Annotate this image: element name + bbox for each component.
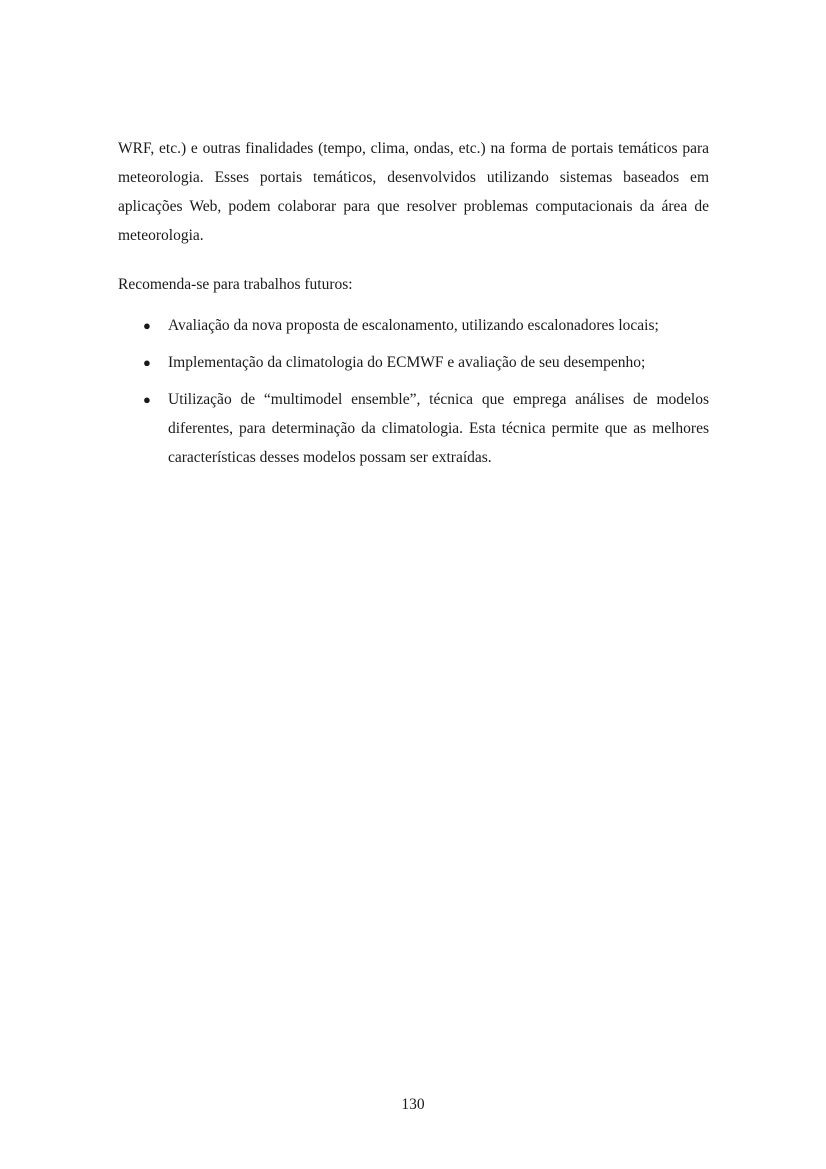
bullet-icon: ● (143, 355, 151, 370)
recommendation-text: Implementação da climatologia do ECMWF e avaliação de seu desempenho; (168, 354, 646, 371)
bullet-icon: ● (143, 392, 151, 407)
body-paragraph: WRF, etc.) e outras finalidades (tempo, clima, ondas, etc.) na forma de portais temáticos para meteorologia. Esses portais temáticos, desenvolvidos utilizando sistemas baseados em aplicações Web, podem colaborar para que resolver problemas computacionais da área de meteorologia. (118, 140, 709, 244)
recommendations-list (118, 311, 709, 472)
recommendation-text: Utilização de “multimodel ensemble”, técnica que emprega análises de modelos diferentes, para determinação da climatologia. Esta técnica permite que as melhores características desses modelos possam ser extraídas. (168, 391, 709, 466)
recommendation-item (118, 348, 709, 377)
page-content (118, 134, 709, 480)
recommendation-text: Avaliação da nova proposta de escalonamento, utilizando escalonadores locais; (168, 317, 659, 334)
recommendation-item (118, 385, 709, 472)
recommendation-item (118, 311, 709, 340)
bullet-icon: ● (143, 318, 151, 333)
recommendations-intro: Recomenda-se para trabalhos futuros: (118, 276, 353, 293)
page-number: 130 (401, 1096, 425, 1113)
